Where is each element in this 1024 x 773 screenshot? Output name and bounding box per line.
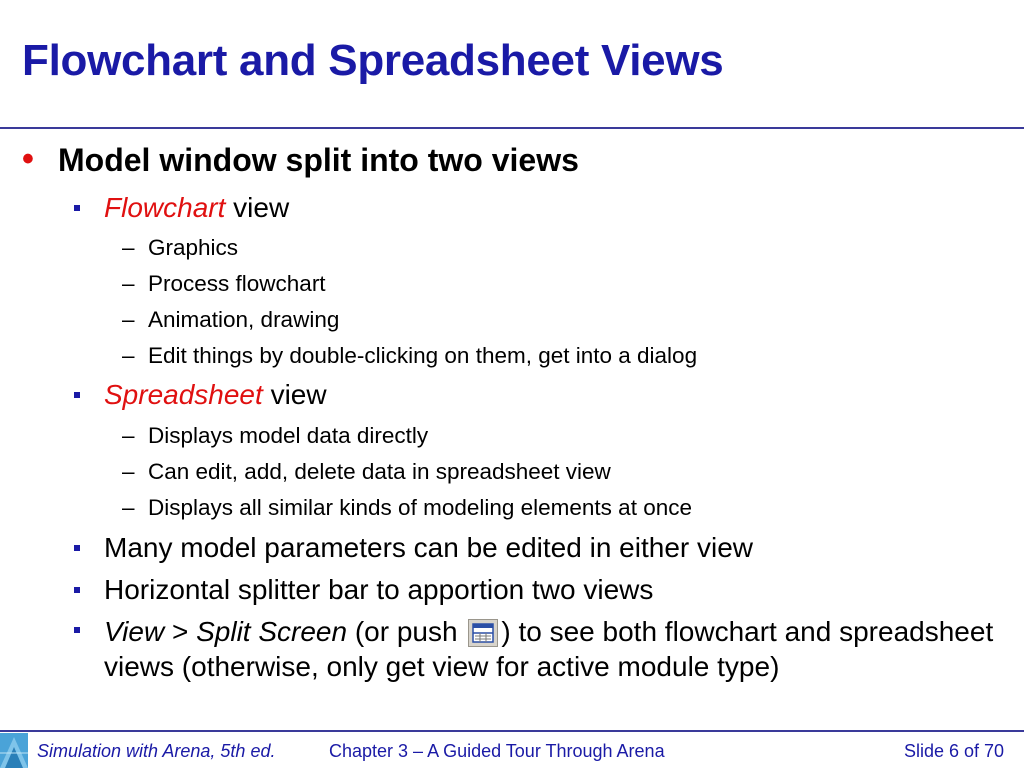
dash-bullet: – [122, 307, 135, 332]
square-bullet-icon [74, 205, 80, 211]
bullet-parameters [104, 532, 753, 564]
split-screen-before-icon: (or push [347, 616, 466, 647]
dash-bullet: – [122, 235, 135, 260]
menu-separator: > [164, 616, 197, 647]
flowchart-item [122, 307, 340, 333]
footer-divider [0, 730, 1024, 732]
spreadsheet-item [122, 495, 692, 521]
square-bullet-icon [74, 545, 80, 551]
flowchart-item [122, 343, 698, 369]
flowchart-item [122, 271, 326, 297]
flowchart-item-text: Process flowchart [148, 271, 326, 296]
flowchart-label: Flowchart [104, 192, 226, 223]
parameters-text: Many model parameters can be edited in either view [104, 532, 754, 563]
spreadsheet-suffix: view [262, 379, 327, 410]
dash-bullet: – [122, 495, 135, 520]
flowchart-suffix: view [225, 192, 290, 223]
bullet-splitter [104, 574, 653, 606]
flowchart-item-text: Graphics [148, 235, 239, 260]
menu-split-screen-text: Split Screen [196, 616, 348, 647]
square-bullet-icon [74, 392, 80, 398]
flowchart-item [122, 235, 239, 261]
bullet-spreadsheet-view [104, 379, 327, 411]
bullet-dot-icon: • [22, 140, 34, 178]
dash-bullet: – [122, 423, 135, 448]
dash-bullet: – [122, 343, 135, 368]
slide-title: Flowchart and Spreadsheet Views [22, 36, 724, 85]
footer-slide-number: Slide 6 of 70 [904, 741, 1005, 761]
menu-view-text: View [104, 616, 165, 647]
flowchart-item-text: Animation, drawing [148, 307, 340, 332]
spreadsheet-item [122, 459, 611, 485]
splitter-text: Horizontal splitter bar to apportion two views [104, 574, 654, 605]
split-screen-icon [468, 619, 498, 647]
spreadsheet-label: Spreadsheet [104, 379, 263, 410]
title-divider [0, 127, 1024, 129]
footer-chapter: Chapter 3 – A Guided Tour Through Arena [329, 741, 665, 761]
split-screen-after-icon: ) to see both flowchart and spreadsheet views (otherwise, only get view for active module type) [104, 616, 994, 682]
bullet-main-text: Model window split into two views [58, 142, 579, 178]
spreadsheet-item [122, 423, 429, 449]
spreadsheet-item-text: Can edit, add, delete data in spreadsheet view [148, 459, 611, 484]
spreadsheet-item-text: Displays model data directly [148, 423, 429, 448]
arena-logo-icon [0, 733, 28, 768]
bullet-main [22, 140, 579, 179]
footer-book-title: Simulation with Arena, 5th ed. [37, 741, 276, 761]
bullet-flowchart-view [104, 192, 289, 224]
bullet-split-screen [104, 614, 994, 684]
dash-bullet: – [122, 271, 135, 296]
flowchart-item-text: Edit things by double-clicking on them, get into a dialog [148, 343, 698, 368]
spreadsheet-item-text: Displays all similar kinds of modeling elements at once [148, 495, 692, 520]
square-bullet-icon [74, 627, 80, 633]
square-bullet-icon [74, 587, 80, 593]
dash-bullet: – [122, 459, 135, 484]
